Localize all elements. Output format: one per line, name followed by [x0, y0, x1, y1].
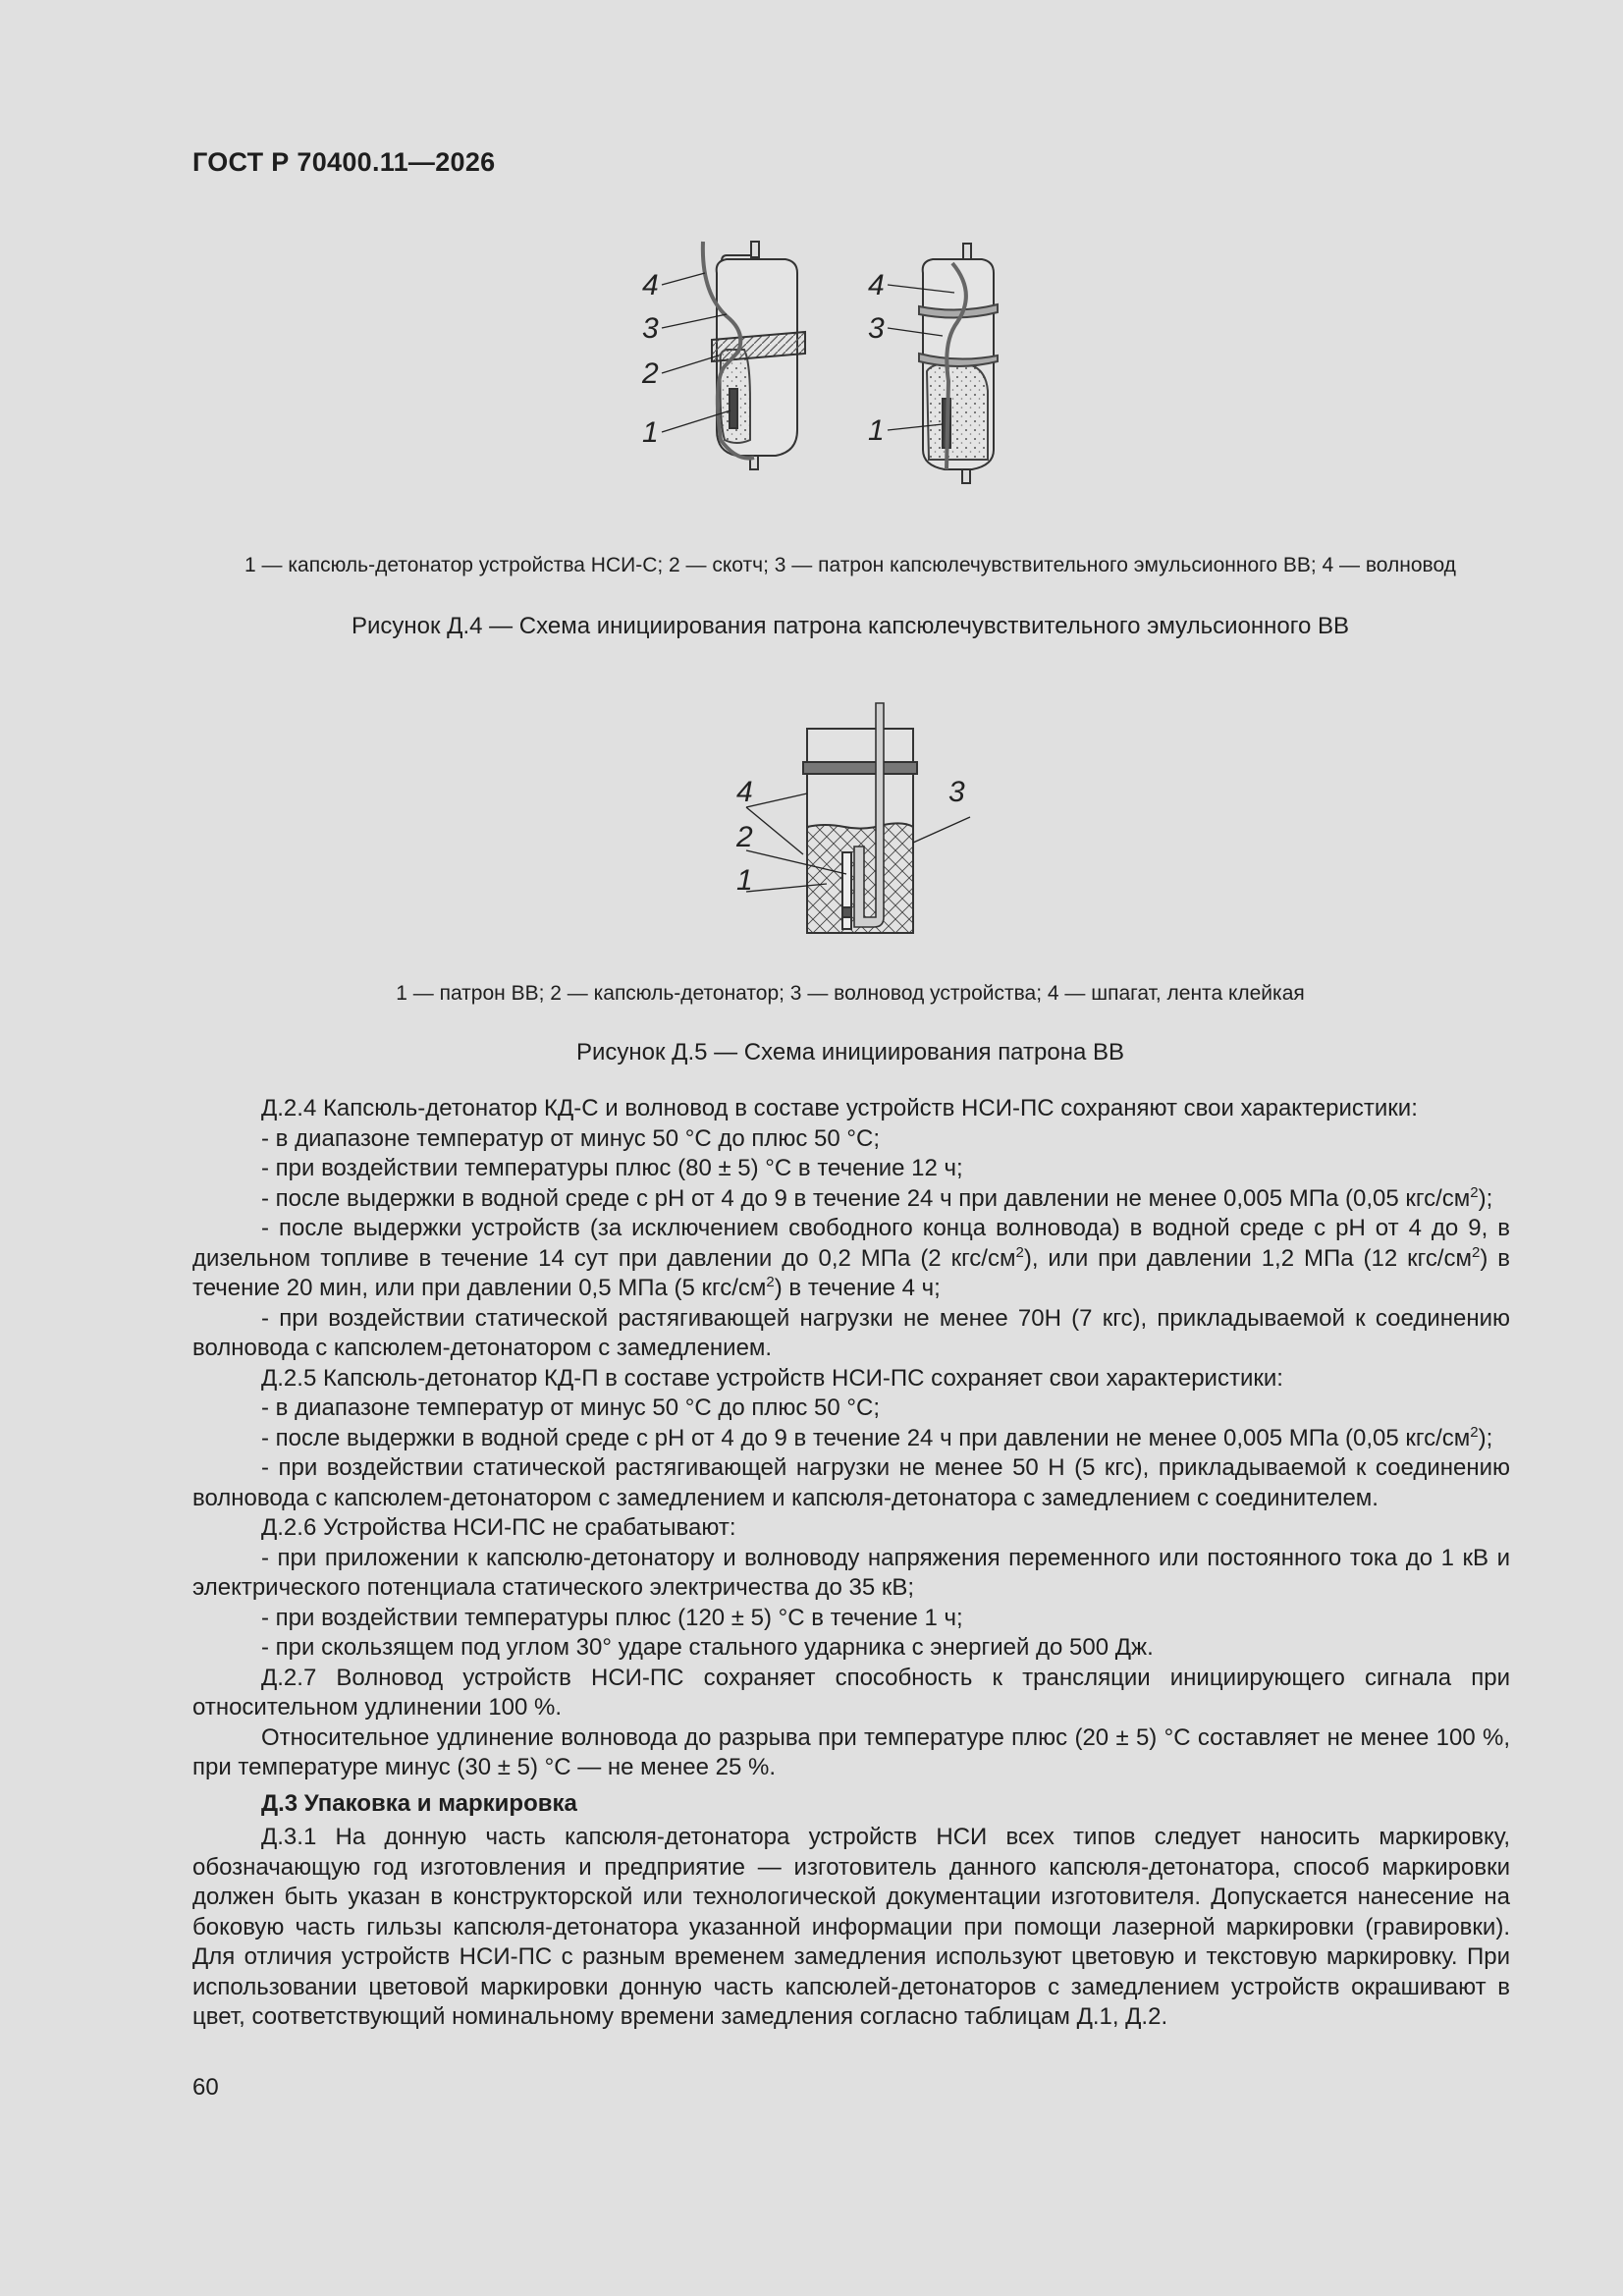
d25-bullet-3: - при воздействии статической растягивающей нагрузки не менее 50 Н (5 кгс), прикладываемой к соединению волновода с капсюлем-детонатором с замедлением и капсюля-детонатора с замедлением с соединителем.	[192, 1454, 1510, 1511]
page-number: 60	[192, 2074, 219, 2101]
right-cartridge	[919, 244, 998, 483]
d24-bullet-3: - после выдержки в водной среде с рН от 4 до 9 в течение 24 ч при давлении не менее 0,005 МПа (0,05 кгс/$см^2$);	[261, 1183, 1493, 1212]
fig-d4-label-4: 4	[642, 269, 659, 301]
figure-d4-caption: Рисунок Д.4 — Схема инициирования патрона капсюлечувствительного эмульсионного ВВ	[352, 613, 1349, 639]
fig-d5-label-4: 4	[736, 776, 753, 808]
d26-intro: Д.2.6 Устройства НСИ-ПС не срабатывают:	[261, 1514, 736, 1541]
d24-bullet-4: - после выдержки устройств (за исключением свободного конца волновода) в водной среде с рН от 4 до 9, в дизельном топливе в течение 14 сут при давлении до 0,2 МПа (2 кгс/$см^2$), или при давлении 1,2 МПа (12 кгс/$см^2$) в течение 20 мин, или при давлении 0,5 МПа (5 кгс/$см^2$) в течение 4 ч;	[192, 1215, 1511, 1301]
d27-relative-elongation: Относительное удлинение волновода до разрыва при температуре плюс (20 ± 5) °С составляет не менее 100 %, при температуре минус (30 ± 5) °С — не менее 25 %.	[192, 1723, 1510, 1780]
d24-bullet-5: - при воздействии статической растягивающей нагрузки не менее 70Н (7 кгс), прикладываемой к соединению волновода с капсюлем-детонатором с замедлением.	[192, 1304, 1510, 1361]
fig-d4-label-1: 1	[642, 416, 659, 449]
fig-d5-label-2: 2	[736, 821, 753, 853]
d26-bullet-1: - при приложении к капсюлю-детонатору и волноводу напряжения переменного или постоянного тока до 1 кВ и электрического потенциала статического электричества до 35 кВ;	[192, 1544, 1510, 1601]
fig-d4-right-label-4: 4	[868, 269, 885, 301]
d27-paragraph: Д.2.7 Волновод устройств НСИ-ПС сохраняет способность к трансляции инициирующего сигнала при относительном удлинении 100 %.	[192, 1664, 1510, 1721]
figure-d4-legend: 1 — капсюль-детонатор устройства НСИ-С; 2 — скотч; 3 — патрон капсюлечувствительного эмульсионного ВВ; 4 — волновод	[244, 554, 1456, 576]
d25-bullet-1: - в диапазоне температур от минус 50 °С до плюс 50 °С;	[261, 1394, 880, 1421]
d25-intro: Д.2.5 Капсюль-детонатор КД-П в составе устройств НСИ-ПС сохраняет свои характеристики:	[261, 1364, 1283, 1392]
body-text	[192, 1094, 1510, 2033]
figure-d5	[717, 699, 992, 945]
fig-d5-label-3: 3	[948, 776, 965, 808]
d26-bullet-2: - при воздействии температуры плюс (120 ± 5) °С в течение 1 ч;	[261, 1604, 963, 1631]
d26-bullet-3: - при скользящем под углом 30° ударе стального ударника с энергией до 500 Дж.	[261, 1634, 1154, 1661]
fig-d5-label-1: 1	[736, 864, 753, 897]
fig-d4-label-3: 3	[642, 312, 659, 345]
d24-intro: Д.2.4 Капсюль-детонатор КД-С и волновод в составе устройств НСИ-ПС сохраняют свои характеристики:	[261, 1095, 1418, 1121]
figure-d4-drawing	[628, 234, 1041, 489]
figure-d5-caption: Рисунок Д.5 — Схема инициирования патрона ВВ	[576, 1039, 1124, 1066]
fig-d4-label-2: 2	[642, 357, 659, 390]
d25-bullet-2: - после выдержки в водной среде с рН от 4 до 9 в течение 24 ч при давлении не менее 0,005 МПа (0,05 кгс/$см^2$);	[261, 1423, 1493, 1451]
fig-d4-right-label-3: 3	[868, 312, 885, 345]
section-d3-title: Д.3 Упаковка и маркировка	[261, 1789, 577, 1817]
figure-d5-drawing	[717, 699, 992, 945]
fig-d4-right-label-1: 1	[868, 414, 885, 447]
d24-bullet-2: - при воздействии температуры плюс (80 ± 5) °С в течение 12 ч;	[261, 1155, 963, 1181]
figure-d4	[628, 234, 1041, 489]
d24-bullet-1: - в диапазоне температур от минус 50 °С до плюс 50 °С;	[261, 1124, 880, 1152]
figure-d5-legend: 1 — патрон ВВ; 2 — капсюль-детонатор; 3 — волновод устройства; 4 — шпагат, лента клейкая	[396, 982, 1305, 1005]
d31-paragraph: Д.3.1 На донную часть капсюля-детонатора устройств НСИ всех типов следует наносить маркировку, обозначающую год изготовления и предприятие — изготовитель данного капсюля-детонатора, способ маркировки должен быть указан в конструкторской или технологической документации изготовителя. Допускается нанесение на боковую часть гильзы капсюля-детонатора указанной информации при помощи лазерной маркировки (гравировки). Для отличия устройств НСИ-ПС с разным временем замедления используют цветовую и текстовую маркировку. При использовании цветовой маркировки донную часть капсюлей-детонаторов с замедлением устройств окрашивают в цвет, соответствующий номинальному времени замедления согласно таблицам Д.1, Д.2.	[192, 1824, 1510, 2030]
document-code: ГОСТ Р 70400.11—2026	[192, 147, 496, 177]
